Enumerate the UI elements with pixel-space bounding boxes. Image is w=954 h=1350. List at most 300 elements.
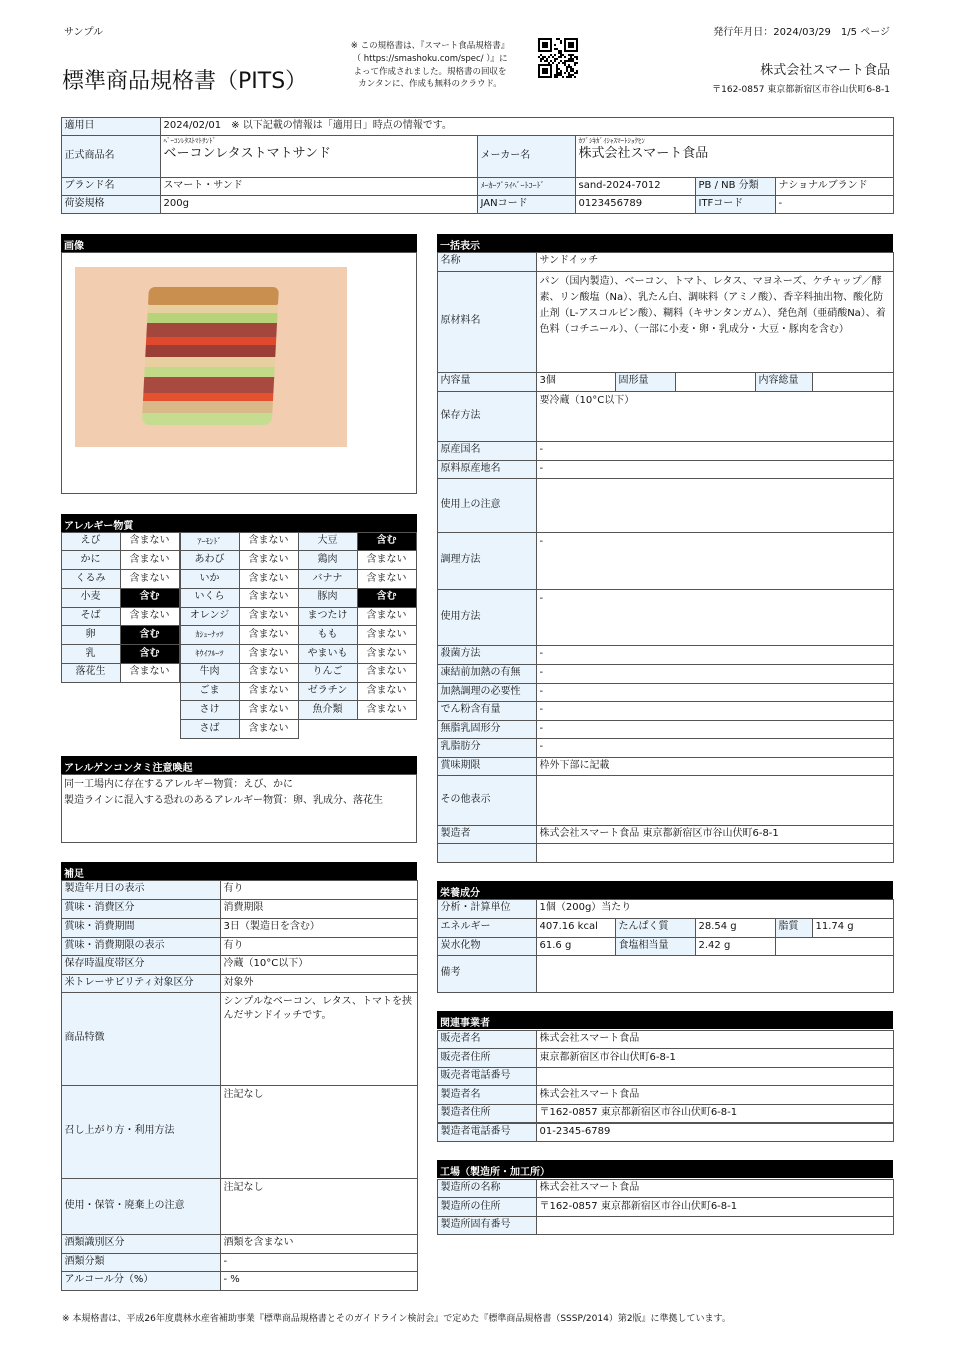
pack-label-text: 荷姿規格 — [64, 197, 105, 209]
bulk-label-value — [536, 589, 894, 646]
allergen-name — [61, 588, 121, 608]
allergen-status-text: 含まない — [129, 666, 170, 678]
storage-label — [437, 391, 537, 442]
maker-kana: ｶﾌﾞｼｷｶﾞｲｼｬｽﾏｰﾄｼｮｸﾋﾝ — [578, 136, 645, 145]
jan-value — [575, 195, 696, 214]
allergen-name — [61, 532, 121, 552]
allergen-name — [298, 682, 358, 702]
related-value — [536, 1048, 894, 1068]
allergy-header: アレルギー物質 — [61, 514, 417, 532]
allergen-status-text: 含まない — [248, 610, 289, 622]
bulk-label-item-text: 使用上の注意 — [440, 498, 501, 510]
allergen-name — [180, 532, 240, 552]
allergen-name — [61, 569, 121, 589]
empty-cell — [775, 937, 894, 956]
supplement-label-text: 使用・保管・廃棄上の注意 — [64, 1199, 185, 1211]
name-value-text: サンドイッチ — [539, 255, 599, 267]
allergen-name-text: 牛肉 — [199, 666, 220, 678]
allergen-status-text: 含まない — [129, 553, 170, 565]
supplement-value — [220, 937, 418, 956]
allergen-name — [298, 550, 358, 570]
related-value — [536, 1123, 894, 1143]
allergen-name — [298, 588, 358, 608]
allergen-status-text: 含まない — [248, 722, 289, 734]
supplement-value — [220, 1178, 418, 1235]
allergen-status — [120, 569, 180, 589]
allergen-name — [180, 550, 240, 570]
allergen-name — [298, 607, 358, 627]
supplement-label — [61, 974, 221, 993]
fat-value — [812, 918, 894, 938]
notice-line: ※ この規格書は、『スマート食品規格書』 — [350, 41, 510, 51]
factory-value-text: 株式会社スマート食品 — [539, 1182, 640, 1193]
page-number: 1/5 ページ — [840, 27, 890, 38]
bulk-label-item-text: 殺菌方法 — [440, 648, 481, 660]
allergen-name-text: 大豆 — [317, 535, 338, 547]
supplement-label-text: アルコール分（%） — [64, 1274, 154, 1286]
storage-value — [536, 391, 894, 442]
bulk-label-value — [536, 720, 894, 739]
itf-label — [695, 195, 776, 214]
product-name-kana: ﾍﾞｰｺﾝﾚﾀｽﾄﾏﾄｻﾝﾄﾞ — [163, 136, 216, 145]
name-label-text: 名称 — [440, 255, 461, 267]
unit-label — [437, 899, 537, 919]
protein-label — [615, 918, 696, 938]
note-label-text: 備考 — [440, 967, 461, 979]
allergen-name — [61, 607, 121, 627]
supplement-label — [61, 880, 221, 900]
bulk-label-header: 一括表示 — [437, 234, 893, 252]
factory-label-text: 製造所の名称 — [440, 1182, 501, 1193]
allergen-name-text: そば — [80, 610, 101, 622]
solid-label — [615, 372, 676, 392]
bulk-label-value — [536, 645, 894, 665]
related-label-text: 製造者住所 — [440, 1107, 491, 1119]
allergen-name-text: ごま — [199, 685, 220, 697]
supplement-label — [61, 1253, 221, 1272]
allergen-name-text: ゼラチン — [307, 685, 348, 697]
protein-value-text: 28.54 g — [698, 921, 737, 933]
allergen-status — [120, 644, 180, 664]
bulk-label-item-text: 無脂乳固形分 — [440, 722, 501, 734]
bulk-label-item-text: 乳脂肪分 — [440, 741, 481, 753]
allergen-status-text: 含まない — [366, 572, 407, 584]
ingredients-value — [536, 271, 894, 373]
carb-label-text: 炭水化物 — [440, 939, 481, 951]
company-name: 株式会社スマート食品 — [760, 63, 890, 78]
supplement-value-text: 注記なし — [223, 1181, 264, 1193]
bulk-label-item — [437, 589, 537, 646]
allergen-status — [120, 663, 180, 683]
ingredients-label-text: 原材料名 — [440, 315, 481, 327]
factory-label-text: 製造所の住所 — [440, 1200, 501, 1212]
product-image — [75, 267, 347, 447]
itf-label-text: ITFコード — [698, 197, 744, 209]
notice-line: カンタンに、作成も無料のクラウド。 — [358, 79, 502, 90]
product-name-label — [61, 135, 161, 178]
content-value — [536, 372, 616, 392]
bulk-label-value — [536, 775, 894, 826]
jan-label-text: JANコード — [480, 197, 528, 209]
allergen-status — [357, 588, 417, 608]
salt-label-text: 食塩相当量 — [618, 939, 669, 951]
allergen-name — [180, 682, 240, 702]
allergen-status-text: 含まない — [248, 535, 289, 547]
fat-value-text: 11.74 g — [815, 921, 854, 933]
supplement-label-text: 賞味・消費期限の表示 — [64, 939, 165, 951]
pack-value-text: 200g — [163, 197, 189, 209]
bulk-label-value-text: - — [539, 648, 544, 660]
energy-value — [536, 918, 616, 938]
factory-label-text: 製造所固有番号 — [440, 1219, 511, 1230]
bulk-label-item — [437, 720, 537, 739]
bulk-label-item — [437, 532, 537, 590]
allergen-name — [180, 588, 240, 608]
allergen-status-text: 含まない — [129, 610, 170, 622]
carb-value-text: 61.6 g — [539, 939, 572, 951]
allergen-status-text: 含まない — [366, 685, 407, 697]
allergen-status — [357, 682, 417, 702]
allergen-status — [239, 607, 299, 627]
unit-value — [536, 899, 894, 919]
contamination-line: 同一工場内に存在するアレルギー物質：えび、かに — [64, 779, 293, 790]
bulk-label-item — [437, 683, 537, 702]
contamination-header: アレルゲンコンタミ注意喚起 — [61, 756, 417, 774]
contamination-line: 製造ラインに混入する恐れのあるアレルギー物質：卵、乳成分、落花生 — [64, 795, 384, 806]
qr-code-icon[interactable] — [538, 38, 578, 78]
private-code-label — [477, 177, 576, 196]
pack-value — [160, 195, 478, 214]
total-value — [812, 372, 894, 392]
bulk-label-value-text: - — [539, 462, 544, 474]
allergen-name-text: ｷｳｲﾌﾙｰﾂ — [195, 649, 224, 659]
supplement-header: 補足 — [61, 862, 417, 880]
allergen-name — [298, 700, 358, 720]
supplement-value-text: - — [223, 1255, 228, 1267]
supplement-label-text: 商品特徴 — [64, 1032, 105, 1044]
allergen-name-text: りんご — [312, 666, 343, 678]
allergen-name-text: ｱｰﾓﾝﾄﾞ — [197, 536, 222, 546]
supplement-label — [61, 1234, 221, 1254]
allergen-status-text: 含まない — [366, 647, 407, 659]
related-value-text: 東京都新宿区市谷山伏町6-8-1 — [539, 1051, 676, 1063]
factory-value — [536, 1179, 894, 1199]
bulk-label-item — [437, 645, 537, 665]
allergen-status — [239, 719, 299, 739]
allergen-status-text: 含む — [139, 591, 160, 603]
supplement-value — [220, 1253, 418, 1272]
protein-value — [695, 918, 776, 938]
related-value — [536, 1030, 894, 1050]
bulk-label-item-text: 原料原産地名 — [440, 462, 501, 474]
allergen-status — [120, 532, 180, 552]
private-code-value-text: sand-2024-7012 — [578, 179, 661, 191]
bulk-label-item — [437, 843, 537, 863]
allergen-status-text: 含まない — [248, 591, 289, 603]
supplement-value-text: 酒類を含まない — [223, 1237, 294, 1249]
allergen-status — [357, 550, 417, 570]
allergen-status — [357, 569, 417, 589]
solid-value — [675, 372, 756, 392]
itf-value — [775, 195, 894, 214]
salt-value-text: 2.42 g — [698, 939, 731, 951]
unit-label-text: 分析・計算単位 — [440, 902, 511, 914]
allergen-status — [357, 625, 417, 645]
supplement-value — [220, 992, 418, 1086]
related-label-text: 販売者電話番号 — [440, 1070, 511, 1082]
jan-label — [477, 195, 576, 214]
applied-date-value-text: 2024/02/01 ※ 以下記載の情報は「適用日」時点の情報です。 — [163, 119, 452, 131]
energy-value-text: 407.16 kcal — [539, 921, 598, 933]
bulk-label-item-text: 加熱調理の必要性 — [440, 685, 521, 697]
allergen-name-text: いくら — [194, 591, 225, 603]
allergen-status-text: 含まない — [366, 703, 407, 715]
allergen-status — [357, 644, 417, 664]
bulk-label-value — [536, 843, 894, 863]
supplement-label — [61, 1085, 221, 1179]
allergen-name-text: さけ — [199, 703, 220, 715]
allergen-status-text: 含まない — [248, 628, 289, 640]
supplement-label-text: 米トレーサビリティ対象区分 — [64, 976, 194, 988]
allergen-status-text: 含む — [139, 628, 160, 640]
supplement-label — [61, 918, 221, 938]
bulk-label-value — [536, 825, 894, 844]
applied-date-value — [160, 117, 894, 136]
allergen-name — [298, 644, 358, 664]
pbnb-label-text: PB / NB 分類 — [698, 179, 759, 191]
allergen-status — [239, 550, 299, 570]
bulk-label-item — [437, 757, 537, 776]
allergen-status-text: 含まない — [366, 553, 407, 565]
allergen-name-text: ｶｼｭｰﾅｯﾂ — [195, 630, 224, 640]
factory-value — [536, 1216, 894, 1236]
related-label — [437, 1085, 537, 1105]
ingredients-label — [437, 271, 537, 373]
bulk-label-value-text: - — [539, 535, 544, 547]
supplement-value-text: 冷蔵（10°C以下） — [223, 958, 309, 970]
contamination-text — [62, 775, 416, 811]
allergen-name-text: オレンジ — [189, 610, 230, 622]
bulk-label-item-text: 賞味期限 — [440, 759, 481, 771]
allergen-status-text: 含まない — [366, 610, 407, 622]
brand-value — [160, 177, 478, 196]
allergen-name-text: 魚介類 — [312, 703, 343, 715]
content-value-text: 3個 — [539, 375, 556, 387]
allergen-name — [298, 569, 358, 589]
bulk-label-item — [437, 664, 537, 684]
allergen-name — [298, 532, 358, 552]
allergen-status — [239, 700, 299, 720]
allergen-name-text: あわび — [194, 553, 225, 565]
allergen-status — [357, 700, 417, 720]
pbnb-value — [775, 177, 894, 196]
brand-label-text: ブランド名 — [64, 179, 115, 191]
allergen-name — [61, 625, 121, 645]
fat-label-text: 脂質 — [778, 921, 799, 933]
storage-value-text: 要冷蔵（10°C以下） — [539, 394, 635, 406]
supplement-value — [220, 1234, 418, 1254]
allergen-status — [357, 607, 417, 627]
nutrition-header: 栄養成分 — [437, 881, 893, 899]
allergen-status-text: 含まない — [248, 647, 289, 659]
brand-label — [61, 177, 161, 196]
pbnb-label — [695, 177, 776, 196]
bulk-label-value — [536, 532, 894, 590]
supplement-label-text: 賞味・消費期間 — [64, 921, 135, 933]
bulk-label-item — [437, 701, 537, 721]
allergen-status-text: 含まない — [248, 553, 289, 565]
product-name-label-text: 正式商品名 — [64, 149, 115, 161]
allergen-name-text: 小麦 — [80, 591, 101, 603]
bulk-label-item-text: 使用方法 — [440, 610, 481, 622]
supplement-label-text: 保存時温度帯区分 — [64, 958, 145, 970]
factory-value — [536, 1197, 894, 1217]
name-label — [437, 252, 537, 272]
related-label — [437, 1123, 537, 1143]
related-label — [437, 1048, 537, 1068]
supplement-value — [220, 955, 418, 975]
supplement-value-text: 有り — [223, 883, 244, 895]
bulk-label-item — [437, 775, 537, 826]
allergen-status-text: 含む — [139, 647, 160, 659]
bulk-label-value-text: 株式会社スマート食品 東京都新宿区市谷山伏町6-8-1 — [539, 827, 779, 839]
supplement-value-text: - % — [223, 1274, 240, 1286]
bulk-label-value — [536, 478, 894, 533]
related-label-text: 販売者名 — [440, 1033, 481, 1045]
related-value-text: 〒162-0857 東京都新宿区市谷山伏町6-8-1 — [539, 1107, 738, 1119]
contamination-box — [61, 774, 417, 843]
bulk-label-item-text: 製造者 — [440, 827, 471, 839]
maker-name — [575, 135, 894, 178]
bulk-label-value-text: - — [539, 741, 544, 753]
bulk-label-item — [437, 460, 537, 479]
allergen-status-text: 含まない — [248, 685, 289, 697]
notice-line: （ https://smashoku.com/spec/ ）』に — [352, 53, 508, 64]
protein-label-text: たんぱく質 — [618, 921, 669, 933]
supplement-value-text: 3日（製造日を含む） — [223, 921, 320, 933]
allergen-name-text: バナナ — [312, 572, 343, 584]
allergen-name — [61, 663, 121, 683]
allergen-status — [120, 625, 180, 645]
related-value — [536, 1085, 894, 1105]
name-value — [536, 252, 894, 272]
bulk-label-value-text: - — [539, 592, 544, 604]
carb-label — [437, 937, 537, 956]
allergen-name — [180, 607, 240, 627]
related-value — [536, 1104, 894, 1124]
allergen-status — [239, 625, 299, 645]
bulk-label-value-text: - — [539, 722, 544, 734]
allergen-status-text: 含まない — [129, 572, 170, 584]
salt-label — [615, 937, 696, 956]
allergen-name — [61, 550, 121, 570]
supplement-value — [220, 880, 418, 900]
applied-date-label-text: 適用日 — [64, 119, 95, 131]
allergen-status — [239, 682, 299, 702]
maker-label-text: メーカー名 — [480, 149, 531, 161]
bulk-label-item-text: 凍結前加熱の有無 — [440, 667, 521, 679]
allergen-name — [180, 569, 240, 589]
itf-value-text: - — [778, 197, 783, 209]
related-label — [437, 1104, 537, 1124]
related-label-text: 製造者電話番号 — [440, 1126, 511, 1138]
allergen-status — [239, 663, 299, 683]
allergen-name-text: 鶏肉 — [317, 553, 338, 565]
allergen-status-text: 含む — [376, 591, 397, 603]
supplement-label — [61, 899, 221, 919]
note-label — [437, 955, 537, 993]
allergen-name-text: 卵 — [85, 628, 96, 640]
energy-label — [437, 918, 537, 938]
related-label-text: 製造者名 — [440, 1088, 481, 1100]
supplement-label — [61, 1271, 221, 1291]
supplement-value-text: 注記なし — [223, 1088, 264, 1100]
allergen-name — [180, 644, 240, 664]
bulk-label-value-text: - — [539, 667, 544, 679]
factory-label — [437, 1216, 537, 1236]
footer-note: ※ 本規格書は、平成26年度農林水産省補助事業『標準商品規格書とそのガイドライン検討会』で定めた『標準商品規格書（SSSP/2014）第2版』に準拠しています。 — [62, 1314, 731, 1324]
notice-line: よって作成されました。規格書の回収を — [353, 66, 507, 77]
maker-label — [477, 135, 576, 178]
allergen-name-text: くるみ — [75, 572, 106, 584]
factory-label — [437, 1179, 537, 1199]
allergen-status-text: 含まない — [366, 666, 407, 678]
factory-value-text: 〒162-0857 東京都新宿区市谷山伏町6-8-1 — [539, 1200, 738, 1212]
allergen-status — [239, 588, 299, 608]
salt-value — [695, 937, 776, 956]
allergen-name-text: さば — [199, 722, 220, 734]
company-address: 〒162-0857 東京都新宿区市谷山伏町6-8-1 — [712, 85, 890, 95]
allergen-status-text: 含まない — [129, 535, 170, 547]
notice — [330, 40, 530, 91]
allergen-name-text: 落花生 — [75, 666, 106, 678]
supplement-value — [220, 899, 418, 919]
allergen-status — [239, 532, 299, 552]
supplement-label — [61, 1178, 221, 1235]
related-header: 関連事業者 — [437, 1011, 893, 1029]
bulk-label-item — [437, 478, 537, 533]
related-value-text: 株式会社スマート食品 — [539, 1088, 640, 1100]
solid-label-text: 固形量 — [618, 375, 649, 387]
supplement-value — [220, 974, 418, 993]
supplement-value-text: 対象外 — [223, 976, 254, 988]
energy-label-text: エネルギー — [440, 921, 491, 933]
bulk-label-value — [536, 683, 894, 702]
allergen-name-text: もも — [317, 628, 338, 640]
bulk-label-value — [536, 460, 894, 479]
content-label-text: 内容量 — [440, 375, 471, 387]
maker-value: 株式会社スマート食品 — [578, 146, 709, 162]
storage-label-text: 保存方法 — [440, 409, 481, 421]
bulk-label-item-text: でん粉含有量 — [440, 704, 501, 716]
factory-header: 工場（製造所・加工所） — [437, 1160, 893, 1178]
supplement-label-text: 召し上がり方・利用方法 — [64, 1125, 175, 1137]
bulk-label-value — [536, 738, 894, 758]
supplement-label — [61, 992, 221, 1086]
allergen-status — [357, 663, 417, 683]
page-title: 標準商品規格書（PITS） — [62, 69, 308, 94]
related-label — [437, 1030, 537, 1050]
related-value — [536, 1067, 894, 1087]
allergen-status — [239, 569, 299, 589]
issue-info — [713, 26, 890, 39]
allergen-status — [120, 588, 180, 608]
allergen-name — [180, 700, 240, 720]
allergen-name-text: かに — [80, 553, 101, 565]
allergen-status — [120, 550, 180, 570]
factory-label — [437, 1197, 537, 1217]
allergen-name — [298, 663, 358, 683]
